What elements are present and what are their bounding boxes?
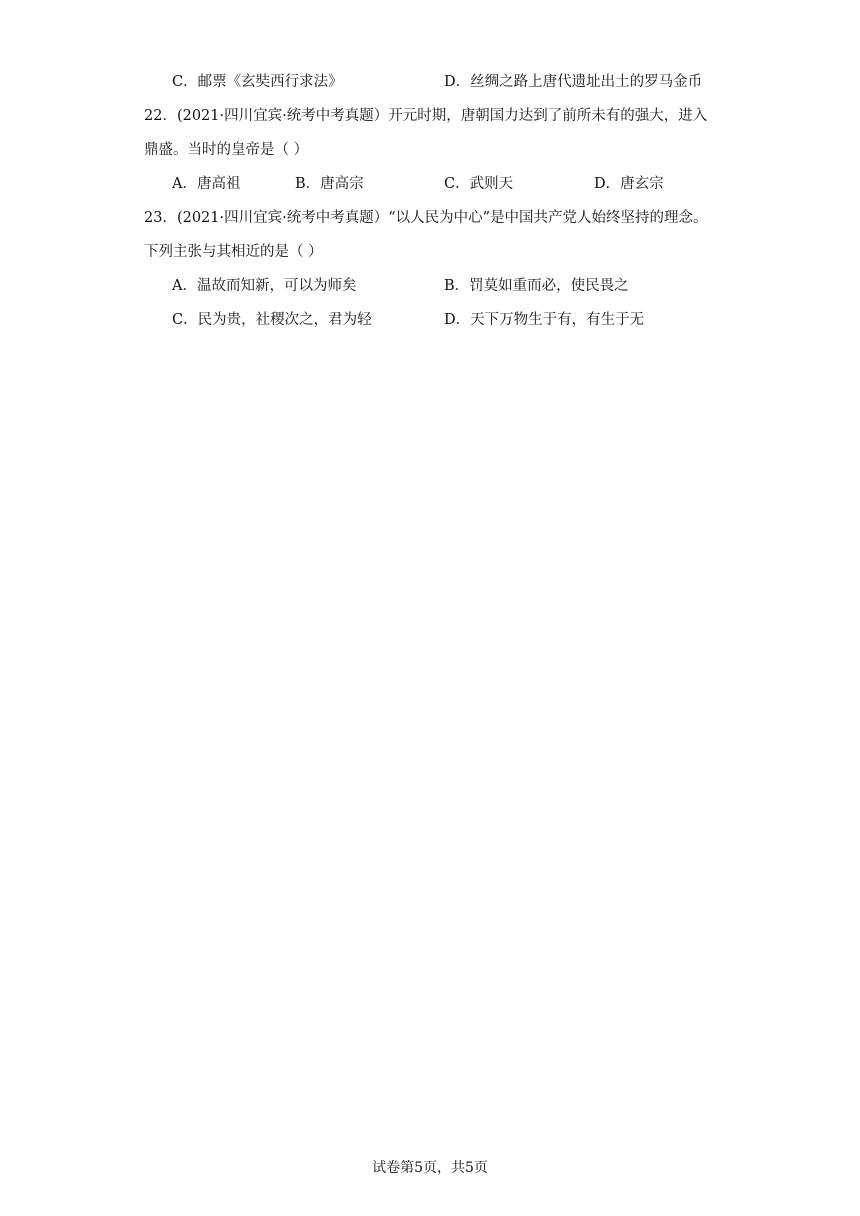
- question-23-stem-line1: 23．(2021·四川宜宾·统考中考真题）“以人民为中心”是中国共产党人始终坚持的理念。: [144, 210, 708, 226]
- question-23-option-a: A．温故而知新，可以为师矣: [172, 278, 357, 294]
- question-23-option-c: C．民为贵，社稷次之，君为轻: [172, 312, 372, 328]
- question-22-stem-line1: 22．(2021·四川宜宾·统考中考真题）开元时期，唐朝国力达到了前所未有的强大，进入: [144, 108, 708, 124]
- question-23-option-b: B．罚莫如重而必，使民畏之: [444, 278, 629, 294]
- question-22-option-d: D．唐玄宗: [594, 176, 664, 192]
- option-c-carryover: C．邮票《玄奘西行求法》: [172, 74, 343, 90]
- question-22-option-b: B．唐高宗: [295, 176, 364, 192]
- question-22-stem-line2: 鼎盛。当时的皇帝是（ ）: [144, 142, 309, 158]
- question-22-option-a: A．唐高祖: [172, 176, 241, 192]
- page-footer: 试卷第5页，共5页: [372, 1160, 488, 1176]
- question-22-option-c: C．武则天: [444, 176, 514, 192]
- question-23-option-d: D．天下万物生于有，有生于无: [444, 312, 645, 328]
- option-d-carryover: D．丝绸之路上唐代遗址出土的罗马金币: [444, 74, 703, 90]
- question-23-stem-line2: 下列主张与其相近的是（ ）: [144, 244, 323, 260]
